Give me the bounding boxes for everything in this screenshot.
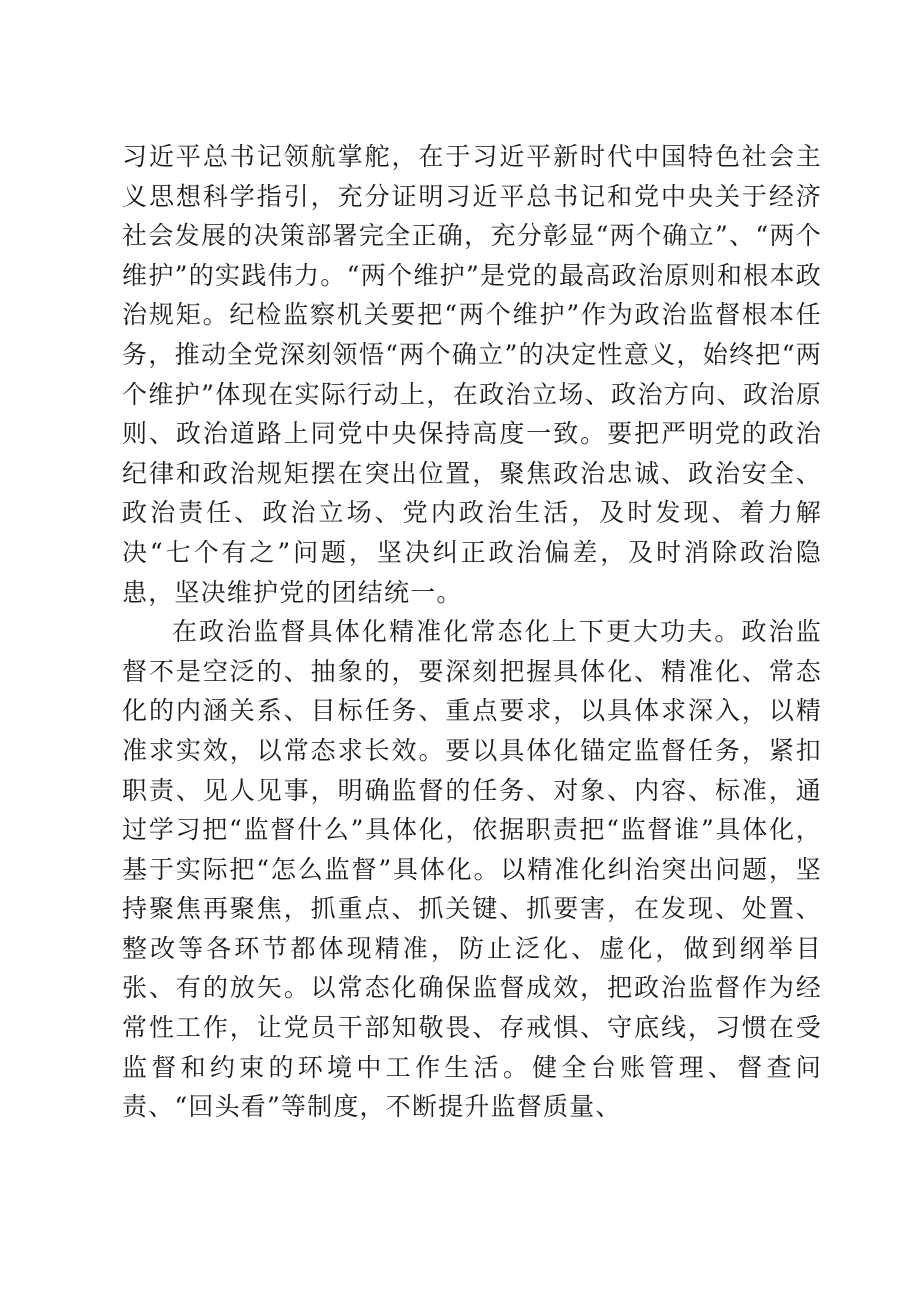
paragraph-political-supervision: 在政治监督具体化精准化常态化上下更大功夫。政治监督不是空泛的、抽象的，要深刻把握具体化、精准化、常态化的内涵关系、目标任务、重点要求，以具体求深入，以精准求实效，以常态求长效。要以具体化锚定监督任务，紧扣职责、见人见事，明确监督的任务、对象、内容、标准，通过学习把“监督什么”具体化，依据职责把“监督谁”具体化，基于实际把“怎么监督”具体化。以精准化纠治突出问题，坚持聚焦再聚焦，抓重点、抓关键、抓要害，在发现、处置、整改等各环节都体现精准，防止泛化、虚化，做到纲举目张、有的放矢。以常态化确保监督成效，把政治监督作为经常性工作，让党员干部知敬畏、存戒惧、守底线，习惯在受监督和约束的环境中工作生活。健全台账管理、督查问责、“回头看”等制度，不断提升监督质量、: [122, 617, 822, 1122]
paragraph-continuation: 习近平总书记领航掌舵，在于习近平新时代中国特色社会主义思想科学指引，充分证明习近平总书记和党中央关于经济社会发展的决策部署完全正确，充分彰显“两个确立”、“两个维护”的实践伟力。“两个维护”是党的最高政治原则和根本政治规矩。纪检监察机关要把“两个维护”作为政治监督根本任务，推动全党深刻领悟“两个确立”的决定性意义，始终把“两个维护”体现在实际行动上，在政治立场、政治方向、政治原则、政治道路上同党中央保持高度一致。要把严明党的政治纪律和政治规矩摆在突出位置，聚焦政治忠诚、政治安全、政治责任、政治立场、党内政治生活，及时发现、着力解决“七个有之”问题，坚决纠正政治偏差，及时消除政治隐患，坚决维护党的团结统一。: [122, 142, 822, 607]
document-body: [122, 137, 822, 1127]
